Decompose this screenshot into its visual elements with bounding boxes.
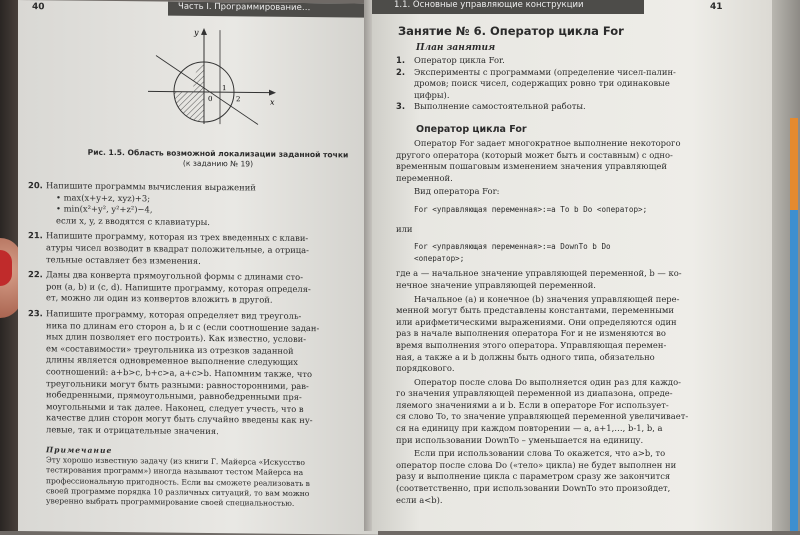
para-line: или арифметическими выражениями. Они определяются один bbox=[396, 316, 677, 327]
para-line: разу и выполнение цикла с параметром сразу же закончится bbox=[396, 471, 671, 482]
note-line: Эту хорошо известную задачу (из книги Г. Майерса «Искусство bbox=[46, 455, 305, 468]
note-line: тестирования программ») иногда называют тестом Майерса на bbox=[46, 465, 304, 478]
axis-x-label: x bbox=[270, 97, 275, 107]
note-block bbox=[46, 445, 371, 510]
task-line: качестве длин сторон могут быть случайно введены как ну- bbox=[46, 412, 313, 426]
task-line: Напишите программы вычисления выражений bbox=[46, 180, 256, 193]
task-line: • min(x²+y², y²+z²)−4, bbox=[56, 203, 153, 215]
task-line: ных длин позволяет его построить). Как известно, услови- bbox=[46, 331, 307, 345]
right-page-number: 41 bbox=[710, 2, 723, 12]
task-line: ет, можно ли один из конвертов вложить в другой. bbox=[46, 292, 273, 306]
plan-line: дромов; поиск чисел, содержащих ровно три одинаковые bbox=[414, 78, 670, 89]
task-22 bbox=[28, 269, 373, 307]
task-number: 20. bbox=[28, 180, 43, 191]
note-line: профессиональную пригодность. Если вы сможете реализовать в bbox=[46, 475, 310, 488]
para-line: Оператор после слова Do выполняется один раз для каждо- bbox=[414, 376, 681, 387]
task-line: Напишите программу, которая из трех введенных с клави- bbox=[46, 230, 309, 244]
tick-1: 1 bbox=[222, 84, 227, 93]
or-word: или bbox=[396, 223, 413, 234]
section-tab-blue bbox=[790, 210, 798, 531]
plan-list bbox=[396, 55, 746, 113]
code-line: For <управляющая переменная>:=a DownTo b Do bbox=[414, 242, 611, 252]
para-line: переменной. bbox=[396, 172, 453, 183]
tick-2: 2 bbox=[236, 95, 241, 104]
para-line: Начальное (a) и конечное (b) значения управляющей пере- bbox=[414, 293, 680, 304]
plan-line: Выполнение самостоятельной работы. bbox=[414, 101, 586, 112]
syntax-intro: Вид оператора For: bbox=[414, 186, 500, 197]
task-line: моугольными и так далее. Наконец, следует учесть, что в bbox=[46, 400, 304, 414]
code-line: <оператор>; bbox=[414, 253, 465, 263]
task-20 bbox=[28, 180, 373, 230]
right-running-header: 1.1. Основные управляющие конструкции bbox=[372, 0, 644, 14]
para-line: Если при использовании слова To окажется, что a>b, то bbox=[414, 448, 666, 459]
plan-number: 1. bbox=[396, 55, 406, 65]
para-line: ся на единицу при каждом повторении — a, a+1,…, b-1, b, a bbox=[396, 423, 663, 434]
task-list bbox=[28, 180, 373, 439]
task-line: ника по длинам его сторон a, b и c (если соотношение задан- bbox=[46, 319, 320, 333]
task-line: тельные оставляет без изменения. bbox=[46, 253, 201, 266]
para-line: где a — начальное значение управляющей переменной, b — ко- bbox=[396, 268, 682, 279]
plan-line: цифры). bbox=[414, 89, 450, 100]
para-line: го значения управляющей переменной из диапазона, опреде- bbox=[396, 388, 673, 399]
para-line: нечное значение управляющей переменной. bbox=[396, 279, 596, 290]
figure-caption-line: (к заданию № 19) bbox=[182, 158, 254, 169]
section-tab-orange bbox=[790, 118, 798, 210]
para-line: ная, а также a и b должны быть одного типа, обязательно bbox=[396, 351, 655, 362]
para-line: ся слово To, то значение управляющей переменной увеличивает- bbox=[396, 411, 689, 422]
lesson-title: Занятие № 6. Оператор цикла For bbox=[398, 24, 624, 38]
task-line: длины является одновременное выполнение следующих bbox=[46, 354, 299, 368]
code-line: For <управляющая переменная>:=a To b Do <оператор>; bbox=[414, 204, 648, 214]
left-page bbox=[18, 0, 378, 535]
para-line: время выполнения этого оператора. Управляющая перемен- bbox=[396, 339, 667, 350]
left-running-header: Часть I. Программирование… bbox=[168, 2, 378, 18]
para-line: ляемого значениями a и b. Если в операторе For использует- bbox=[396, 399, 669, 410]
figure-caption bbox=[68, 148, 368, 172]
task-line: нобедренными, прямоугольными, равнобедренными пря- bbox=[46, 389, 302, 403]
plan-line: Оператор цикла For. bbox=[414, 55, 505, 65]
task-line: соотношений: a+b>c, b+c>a, a+c>b. Напомним также, что bbox=[46, 366, 313, 379]
para-line: временным пошаговым изменением значения управляющей bbox=[396, 161, 667, 172]
para-line: если a<b). bbox=[396, 494, 443, 505]
axis-y-label: y bbox=[194, 27, 199, 37]
task-number: 23. bbox=[28, 308, 43, 319]
task-23 bbox=[28, 308, 373, 439]
task-line: рон (a, b) и (c, d). Напишите программу, которая определя- bbox=[46, 281, 311, 294]
para-line: (соответственно, при использовании DownTo это произойдет, bbox=[396, 483, 671, 494]
task-line: Напишите программу, которая определяет вид треуголь- bbox=[46, 308, 302, 321]
task-line: левые, так и отрицательные значения. bbox=[46, 424, 219, 436]
task-line: ем «составимости» треугольника из отрезков заданной bbox=[46, 343, 294, 356]
body-text bbox=[396, 138, 746, 506]
task-line: треугольники могут быть разными: равносторонними, рав- bbox=[46, 377, 309, 391]
para-line: Оператор For задает многократное выполнение некоторого bbox=[414, 138, 681, 148]
task-number: 22. bbox=[28, 269, 43, 280]
task-line: Даны два конверта прямоугольной формы с длинами сто- bbox=[46, 269, 304, 283]
plan-number: 3. bbox=[396, 101, 406, 112]
tick-0: 0 bbox=[208, 94, 213, 104]
plan-line: Эксперименты с программами (определение чисел-палин- bbox=[414, 66, 676, 77]
para-line: менной могут быть представлены константами, переменными bbox=[396, 305, 674, 316]
note-line: уверенно выбрать программирование своей специальностью. bbox=[46, 496, 295, 508]
task-number: 21. bbox=[28, 230, 43, 241]
para-line: при использовании DownTo – уменьшается на единицу. bbox=[396, 434, 644, 445]
right-page bbox=[372, 0, 772, 531]
note-title: Примечание bbox=[46, 445, 113, 455]
task-line: • max(x+y+z, xyz)+3; bbox=[56, 191, 151, 203]
para-line: порядкового. bbox=[396, 363, 455, 374]
left-page-number: 40 bbox=[32, 2, 45, 13]
para-line: раз в начале выполнения оператора For и не изменяются во bbox=[396, 328, 666, 339]
section-title: Оператор цикла For bbox=[416, 124, 527, 135]
plan-title: План занятия bbox=[416, 43, 496, 53]
note-line: своей программе порядка 10 различных ситуаций, то вам можно bbox=[46, 486, 310, 498]
figure-caption-line: Рис. 1.5. Область возможной локализации заданной точки bbox=[87, 147, 349, 160]
para-line: оператор после слова Do («тело» цикла) не будет выполнен ни bbox=[396, 459, 677, 470]
task-line: атуры чисел возводит в квадрат положительные, а отрица- bbox=[46, 242, 309, 256]
localization-figure bbox=[146, 25, 286, 126]
task-21 bbox=[28, 230, 373, 268]
plan-number: 2. bbox=[396, 66, 406, 77]
para-line: другого оператора (который может быть и составным) с одно- bbox=[396, 149, 673, 160]
task-line: если x, y, z вводятся с клавиатуры. bbox=[56, 215, 210, 227]
